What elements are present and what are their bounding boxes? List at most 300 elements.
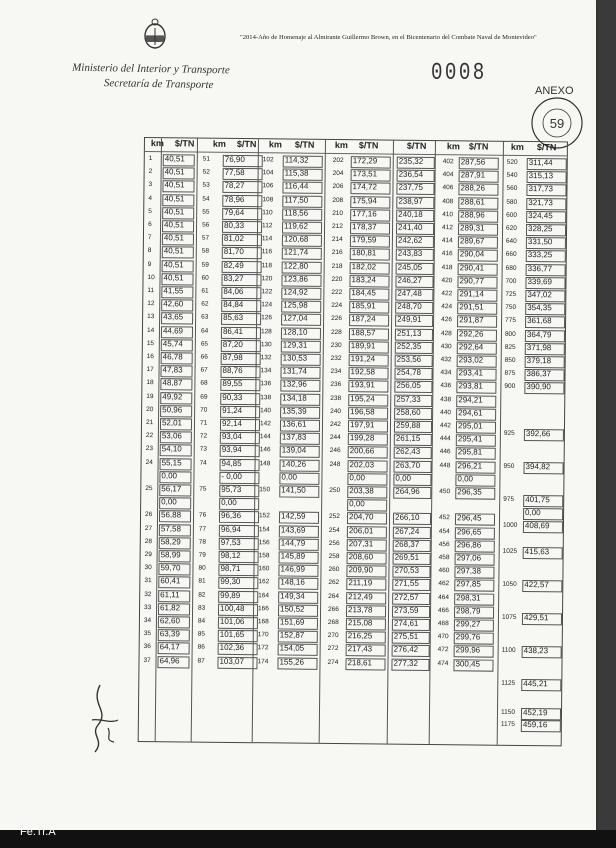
km-cell: 57 bbox=[201, 234, 210, 242]
tariff-cell: 300,45 bbox=[455, 658, 481, 669]
km-cell: 248 bbox=[329, 460, 341, 468]
tariff-cell: 93,94 bbox=[221, 445, 242, 455]
km-cell: 230 bbox=[330, 341, 342, 349]
tariff-cell: 91,24 bbox=[222, 405, 243, 415]
tariff-cell: 290,41 bbox=[459, 262, 485, 273]
tariff-cell: 288,96 bbox=[460, 210, 485, 220]
tariff-cell: 81,70 bbox=[223, 247, 244, 257]
tariff-cell: 179,59 bbox=[351, 235, 377, 245]
km-cell: 520 bbox=[506, 158, 518, 166]
tariff-cell: 392,66 bbox=[525, 428, 551, 438]
km-cell: 234 bbox=[330, 368, 342, 376]
km-cell: 406 bbox=[442, 184, 454, 192]
tariff-cell: 257,33 bbox=[396, 394, 421, 404]
km-cell: 124 bbox=[261, 301, 273, 309]
tariff-cell: 128,10 bbox=[282, 327, 308, 337]
stamp-number: 59 bbox=[549, 116, 565, 131]
km-cell: 274 bbox=[327, 658, 339, 666]
tariff-cell: 263,70 bbox=[395, 460, 421, 470]
tariff-cell: 62,60 bbox=[159, 616, 181, 626]
tariff-cell: 96,94 bbox=[220, 524, 241, 534]
tariff-cell: 150,52 bbox=[280, 604, 305, 614]
folio-number: 0008 bbox=[431, 60, 487, 87]
tariff-cell: 215,08 bbox=[347, 618, 373, 628]
tariff-cell: 184,45 bbox=[351, 288, 376, 298]
km-cell: 148 bbox=[259, 459, 271, 467]
tariff-cell: 152,87 bbox=[279, 630, 305, 640]
km-cell: 9 bbox=[147, 260, 152, 268]
tariff-cell: 259,88 bbox=[395, 420, 421, 430]
tariff-cell: 92,14 bbox=[221, 418, 243, 429]
km-cell: 220 bbox=[331, 275, 343, 283]
tariff-cell: 294,21 bbox=[458, 394, 483, 405]
km-cell: 442 bbox=[439, 422, 451, 430]
tariff-cell: 117,50 bbox=[284, 195, 309, 205]
tariff-cell: 336,77 bbox=[527, 263, 553, 273]
km-cell: 266 bbox=[328, 605, 339, 613]
km-cell: 154 bbox=[258, 525, 270, 533]
km-cell: 16 bbox=[146, 353, 154, 361]
km-cell: 8 bbox=[147, 247, 152, 255]
km-cell: 240 bbox=[330, 407, 342, 415]
tariff-cell: 287,91 bbox=[460, 170, 486, 180]
km-cell: 950 bbox=[503, 462, 515, 470]
tariff-cell: 142,59 bbox=[280, 511, 306, 522]
km-cell: 448 bbox=[439, 461, 451, 469]
km-cell: 418 bbox=[441, 263, 453, 271]
tariff-cell: 216,25 bbox=[347, 631, 373, 641]
km-cell: 580 bbox=[506, 198, 518, 206]
tariff-cell: 361,68 bbox=[527, 316, 552, 326]
tariff-cell: 40,51 bbox=[163, 259, 184, 270]
km-cell: 150 bbox=[259, 486, 271, 494]
tariff-cell: 101,65 bbox=[219, 630, 245, 640]
tariff-cell: 40,51 bbox=[164, 154, 185, 164]
tariff-cell: 241,40 bbox=[398, 222, 423, 232]
km-cell: 23 bbox=[145, 445, 154, 453]
tariff-cell: 148,16 bbox=[280, 577, 305, 588]
tariff-cell: 101,06 bbox=[219, 616, 245, 627]
km-cell: 468 bbox=[437, 620, 449, 628]
tariff-cell: 270,53 bbox=[394, 565, 419, 576]
km-cell: 77 bbox=[198, 525, 207, 533]
tariff-cell: 258,60 bbox=[396, 407, 421, 417]
km-cell: 438 bbox=[440, 395, 452, 403]
tariff-cell: 114,32 bbox=[284, 155, 309, 165]
km-cell: 14 bbox=[146, 326, 155, 334]
column-header: $/TN bbox=[536, 142, 557, 153]
tariff-cell: 43,65 bbox=[163, 312, 184, 322]
tariff-cell: 209,90 bbox=[348, 565, 373, 575]
km-cell: 27 bbox=[144, 524, 153, 532]
km-cell: 1100 bbox=[501, 647, 516, 655]
km-cell: 224 bbox=[331, 302, 343, 310]
km-cell: 160 bbox=[258, 565, 270, 573]
tariff-cell: 247,48 bbox=[397, 288, 422, 298]
km-cell: 244 bbox=[329, 434, 341, 442]
tariff-cell: 296,45 bbox=[456, 513, 482, 523]
km-cell: 426 bbox=[441, 316, 452, 324]
km-cell: 65 bbox=[200, 340, 209, 348]
km-cell: 146 bbox=[259, 446, 271, 454]
tariff-cell: 79,64 bbox=[224, 207, 245, 217]
tariff-cell: 55,15 bbox=[161, 457, 182, 468]
km-cell: 462 bbox=[438, 580, 450, 588]
km-cell: 432 bbox=[440, 356, 452, 364]
km-cell: 152 bbox=[258, 512, 270, 520]
km-cell: 71 bbox=[199, 419, 208, 427]
tariff-cell: 273,59 bbox=[394, 605, 419, 615]
km-cell: 62 bbox=[201, 300, 209, 308]
km-cell: 3 bbox=[148, 181, 153, 189]
km-cell: 1050 bbox=[502, 581, 517, 589]
km-cell: 474 bbox=[437, 659, 449, 667]
tariff-cell: 93,04 bbox=[221, 432, 242, 442]
tariff-cell: 120,68 bbox=[283, 234, 309, 244]
km-cell: 440 bbox=[440, 408, 452, 417]
tariff-cell: 206,01 bbox=[348, 525, 374, 536]
tariff-cell: 98,12 bbox=[220, 550, 241, 561]
tariff-cell: 364,79 bbox=[526, 329, 552, 339]
tariff-cell: 87,98 bbox=[222, 352, 243, 363]
km-cell: 166 bbox=[258, 605, 269, 613]
tariff-cell: 202,03 bbox=[349, 459, 375, 470]
km-cell: 850 bbox=[504, 356, 516, 364]
km-cell: 800 bbox=[504, 330, 516, 338]
km-cell: 264 bbox=[328, 592, 340, 600]
km-cell: 76 bbox=[199, 511, 207, 520]
tariff-table bbox=[138, 137, 568, 746]
tariff-cell: 264,96 bbox=[395, 486, 420, 496]
tariff-cell: 139,04 bbox=[281, 445, 307, 456]
tariff-cell: 185,91 bbox=[351, 301, 376, 311]
km-cell: 24 bbox=[145, 458, 153, 466]
tariff-cell: 63,39 bbox=[159, 629, 180, 639]
km-cell: 404 bbox=[442, 171, 454, 179]
year-motto: "2014-Año de Homenaje al Almirante Guillermo Brown, en el Bicentenario del Combate Naval de Montevideo" bbox=[240, 34, 537, 41]
km-cell: 128 bbox=[260, 327, 272, 335]
km-cell: 250 bbox=[329, 486, 341, 495]
tariff-cell: 237,75 bbox=[398, 183, 423, 193]
column-header: km bbox=[212, 138, 227, 149]
km-cell: 73 bbox=[199, 445, 208, 454]
tariff-cell: 129,31 bbox=[282, 340, 308, 350]
tariff-cell: 40,51 bbox=[164, 220, 185, 230]
km-cell: 214 bbox=[331, 236, 343, 244]
tariff-cell: 54,10 bbox=[161, 444, 182, 454]
tariff-cell: 295,81 bbox=[457, 447, 483, 457]
tariff-cell: 390,90 bbox=[526, 382, 551, 392]
tariff-cell: 299,76 bbox=[455, 632, 481, 642]
column-header: $/TN bbox=[406, 140, 427, 151]
km-cell: 13 bbox=[147, 313, 155, 321]
tariff-cell: 137,83 bbox=[281, 432, 307, 442]
tariff-cell: 98,71 bbox=[220, 564, 241, 574]
tariff-cell: 269,51 bbox=[394, 552, 420, 562]
tariff-cell: 0,00 bbox=[395, 473, 412, 483]
km-cell: 126 bbox=[261, 314, 273, 322]
tariff-cell: 193,91 bbox=[350, 380, 375, 390]
km-cell: 10 bbox=[147, 273, 155, 281]
km-cell: 21 bbox=[145, 419, 154, 427]
tariff-cell: 121,74 bbox=[283, 247, 309, 258]
tariff-cell: 40,51 bbox=[164, 167, 185, 177]
km-cell: 87 bbox=[197, 657, 205, 665]
tariff-cell: 293,02 bbox=[458, 355, 484, 365]
km-cell: 35 bbox=[143, 630, 152, 638]
km-cell: 17 bbox=[146, 366, 154, 374]
km-cell: 56 bbox=[202, 221, 210, 229]
tariff-cell: 80,33 bbox=[224, 220, 245, 231]
km-cell: 560 bbox=[506, 185, 518, 193]
tariff-cell: 249,91 bbox=[397, 315, 422, 325]
km-cell: 430 bbox=[440, 342, 452, 351]
km-cell: 52 bbox=[202, 168, 210, 176]
tariff-cell: 103,07 bbox=[219, 656, 245, 666]
tariff-cell: 274,61 bbox=[393, 618, 419, 628]
km-cell: 1000 bbox=[502, 521, 518, 529]
tariff-cell: 298,79 bbox=[456, 606, 481, 616]
tariff-cell: 47,83 bbox=[162, 365, 183, 375]
km-cell: 414 bbox=[441, 237, 453, 245]
tariff-cell: 242,62 bbox=[397, 235, 423, 246]
tariff-cell: 292,26 bbox=[458, 328, 484, 339]
tariff-cell: 277,32 bbox=[393, 658, 419, 668]
km-cell: 402 bbox=[442, 158, 454, 166]
km-cell: 79 bbox=[198, 551, 206, 559]
km-cell: 252 bbox=[328, 513, 340, 521]
tariff-cell: 288,61 bbox=[460, 196, 485, 207]
tariff-cell: 235,32 bbox=[398, 156, 424, 166]
km-cell: 80 bbox=[198, 564, 206, 572]
tariff-cell: 445,21 bbox=[523, 679, 548, 689]
tariff-cell: 183,24 bbox=[351, 274, 377, 285]
tariff-cell: 272,57 bbox=[394, 592, 419, 602]
tariff-cell: 297,85 bbox=[456, 579, 481, 589]
km-cell: 31 bbox=[144, 577, 152, 585]
km-cell: 254 bbox=[328, 526, 340, 534]
tariff-cell: 293,41 bbox=[458, 368, 484, 378]
km-cell: 428 bbox=[440, 329, 452, 337]
km-cell: 464 bbox=[438, 593, 450, 601]
tariff-cell: 191,24 bbox=[350, 354, 376, 364]
tariff-cell: 97,53 bbox=[220, 537, 241, 547]
tariff-cell: 141,50 bbox=[281, 485, 306, 495]
tariff-cell: 154,05 bbox=[279, 643, 305, 654]
tariff-cell: 95,73 bbox=[221, 484, 242, 495]
km-cell: 164 bbox=[258, 591, 270, 599]
tariff-cell: 172,29 bbox=[352, 156, 378, 166]
tariff-cell: 243,83 bbox=[397, 249, 423, 259]
km-cell: 75 bbox=[199, 485, 207, 493]
km-cell: 85 bbox=[197, 630, 206, 638]
tariff-cell: 135,39 bbox=[282, 406, 307, 416]
km-cell: 900 bbox=[504, 383, 516, 391]
km-cell: 1 bbox=[148, 155, 153, 163]
km-cell: 106 bbox=[262, 182, 274, 190]
km-cell: 436 bbox=[440, 382, 452, 390]
tariff-cell: 119,62 bbox=[284, 221, 308, 231]
tariff-cell: 290,77 bbox=[459, 276, 485, 286]
tariff-cell: 211,19 bbox=[348, 578, 373, 588]
tariff-cell: 56,88 bbox=[160, 510, 182, 520]
column-header: km bbox=[334, 140, 348, 151]
tariff-cell: 188,57 bbox=[350, 327, 376, 338]
tariff-cell: 77,58 bbox=[224, 168, 245, 178]
column-header: km bbox=[510, 141, 524, 152]
tariff-cell: 57,58 bbox=[160, 523, 181, 534]
km-cell: 1025 bbox=[502, 548, 518, 556]
km-cell: 59 bbox=[201, 261, 209, 269]
tariff-cell: 245,05 bbox=[397, 262, 423, 272]
tariff-cell: 415,63 bbox=[524, 547, 550, 557]
km-cell: 51 bbox=[202, 155, 211, 163]
tariff-cell: 115,38 bbox=[284, 168, 309, 178]
tariff-cell: 89,55 bbox=[222, 379, 243, 389]
km-cell: 116 bbox=[261, 248, 273, 256]
tariff-cell: 271,55 bbox=[394, 579, 419, 589]
km-cell: 775 bbox=[505, 317, 516, 325]
tariff-cell: 295,01 bbox=[457, 421, 483, 431]
tariff-cell: 182,02 bbox=[351, 261, 377, 272]
tariff-cell: 146,99 bbox=[280, 564, 305, 574]
handwritten-signature-icon bbox=[80, 680, 130, 755]
km-cell: 212 bbox=[332, 222, 343, 231]
tariff-cell: 192,58 bbox=[350, 367, 376, 377]
tariff-cell: 149,34 bbox=[280, 591, 305, 601]
tariff-cell: 254,78 bbox=[396, 367, 422, 378]
km-cell: 168 bbox=[257, 618, 269, 626]
tariff-cell: 371,98 bbox=[526, 342, 552, 353]
tariff-cell: 96,36 bbox=[220, 511, 242, 521]
km-cell: 83 bbox=[198, 604, 206, 612]
km-cell: 270 bbox=[327, 632, 339, 640]
ministry-name: Ministerio del Interior y Transporte bbox=[72, 61, 230, 77]
tariff-cell: 177,16 bbox=[352, 208, 377, 219]
tariff-cell: 328,25 bbox=[528, 224, 553, 234]
tariff-cell: 140,26 bbox=[281, 459, 307, 469]
tariff-cell: 173,51 bbox=[352, 169, 378, 179]
tariff-cell: 76,90 bbox=[224, 154, 245, 165]
tariff-cell: 49,92 bbox=[162, 391, 183, 402]
km-cell: 202 bbox=[332, 156, 344, 165]
km-cell: 825 bbox=[504, 343, 516, 351]
km-cell: 246 bbox=[329, 447, 341, 455]
km-cell: 114 bbox=[261, 235, 273, 243]
tariff-cell: 401,75 bbox=[525, 494, 550, 504]
km-cell: 112 bbox=[262, 222, 273, 230]
tariff-cell: 90,33 bbox=[222, 392, 243, 402]
km-cell: 78 bbox=[198, 538, 207, 546]
km-cell: 138 bbox=[260, 393, 272, 401]
tariff-cell: 125,98 bbox=[283, 300, 308, 310]
tariff-cell: 88,76 bbox=[222, 366, 243, 376]
tariff-cell: 208,60 bbox=[348, 552, 374, 562]
km-cell: 228 bbox=[330, 328, 342, 336]
km-cell: 446 bbox=[439, 448, 451, 456]
km-cell: 29 bbox=[144, 551, 152, 559]
km-cell: 142 bbox=[259, 420, 271, 428]
tariff-cell: 187,24 bbox=[351, 314, 376, 324]
tariff-cell: 118,56 bbox=[284, 208, 309, 218]
km-cell: 975 bbox=[503, 495, 515, 503]
tariff-cell: 44,69 bbox=[162, 325, 184, 336]
tariff-cell: 408,69 bbox=[524, 521, 550, 531]
tariff-cell: 333,25 bbox=[527, 250, 553, 260]
tariff-cell: 85,63 bbox=[223, 313, 244, 323]
km-cell: 620 bbox=[506, 224, 517, 232]
km-cell: 238 bbox=[330, 394, 342, 402]
km-cell: 136 bbox=[260, 380, 272, 388]
tariff-cell: 178,37 bbox=[352, 222, 377, 232]
tariff-cell: 291,51 bbox=[459, 302, 484, 312]
km-cell: 70 bbox=[200, 406, 208, 414]
km-cell: 268 bbox=[327, 618, 339, 627]
km-cell: 20 bbox=[146, 405, 154, 413]
km-cell: 30 bbox=[144, 564, 152, 572]
km-cell: 460 bbox=[438, 567, 450, 575]
tariff-cell: 40,51 bbox=[164, 207, 185, 217]
km-cell: 84 bbox=[197, 617, 206, 625]
km-cell: 1150 bbox=[500, 709, 516, 717]
tariff-cell: 151,69 bbox=[279, 617, 305, 627]
tariff-cell: 48,87 bbox=[162, 378, 183, 388]
km-cell: 454 bbox=[438, 527, 450, 535]
tariff-cell: 58,29 bbox=[160, 536, 181, 547]
tariff-cell: - 0,00 bbox=[221, 471, 242, 481]
column-header: $/TN bbox=[468, 141, 489, 152]
km-cell: 22 bbox=[145, 432, 154, 440]
tariff-cell: 52,01 bbox=[161, 418, 183, 428]
tariff-cell: 132,96 bbox=[282, 379, 307, 390]
km-cell: 2 bbox=[148, 168, 153, 176]
km-cell: 120 bbox=[261, 275, 273, 283]
km-cell: 256 bbox=[328, 539, 340, 547]
tariff-cell: 86,41 bbox=[222, 326, 244, 336]
column-header: km bbox=[446, 141, 460, 152]
km-cell: 162 bbox=[258, 578, 270, 586]
tariff-cell: 331,50 bbox=[527, 237, 553, 247]
tariff-cell: 122,80 bbox=[283, 261, 309, 271]
tariff-cell: 347,02 bbox=[527, 290, 552, 300]
km-cell: 226 bbox=[331, 315, 343, 323]
tariff-cell: 116,44 bbox=[284, 181, 309, 192]
ministry-heading bbox=[72, 61, 230, 94]
km-cell: 28 bbox=[144, 537, 153, 545]
tariff-cell: 218,61 bbox=[347, 657, 373, 668]
km-cell: 60 bbox=[201, 274, 209, 282]
tariff-cell: 59,70 bbox=[160, 563, 181, 573]
tariff-cell: 40,51 bbox=[163, 246, 184, 256]
km-cell: 72 bbox=[199, 432, 208, 440]
tariff-cell: 144,79 bbox=[280, 538, 306, 548]
tariff-cell: 256,05 bbox=[396, 381, 421, 391]
tariff-cell: 102,36 bbox=[219, 643, 245, 653]
tariff-cell: 324,45 bbox=[528, 210, 553, 221]
km-cell: 66 bbox=[200, 353, 208, 361]
km-cell: 1075 bbox=[501, 614, 517, 622]
tariff-cell: 99,89 bbox=[220, 590, 241, 600]
tariff-cell: 422,57 bbox=[524, 580, 549, 590]
km-cell: 34 bbox=[143, 617, 152, 625]
tariff-cell: 212,49 bbox=[348, 591, 373, 602]
tariff-cell: 94,85 bbox=[221, 458, 242, 468]
tariff-cell: 252,35 bbox=[396, 341, 422, 351]
tariff-cell: 100,48 bbox=[220, 603, 245, 613]
tariff-cell: 246,27 bbox=[397, 275, 423, 285]
km-cell: 69 bbox=[200, 393, 208, 401]
km-cell: 156 bbox=[258, 539, 270, 547]
